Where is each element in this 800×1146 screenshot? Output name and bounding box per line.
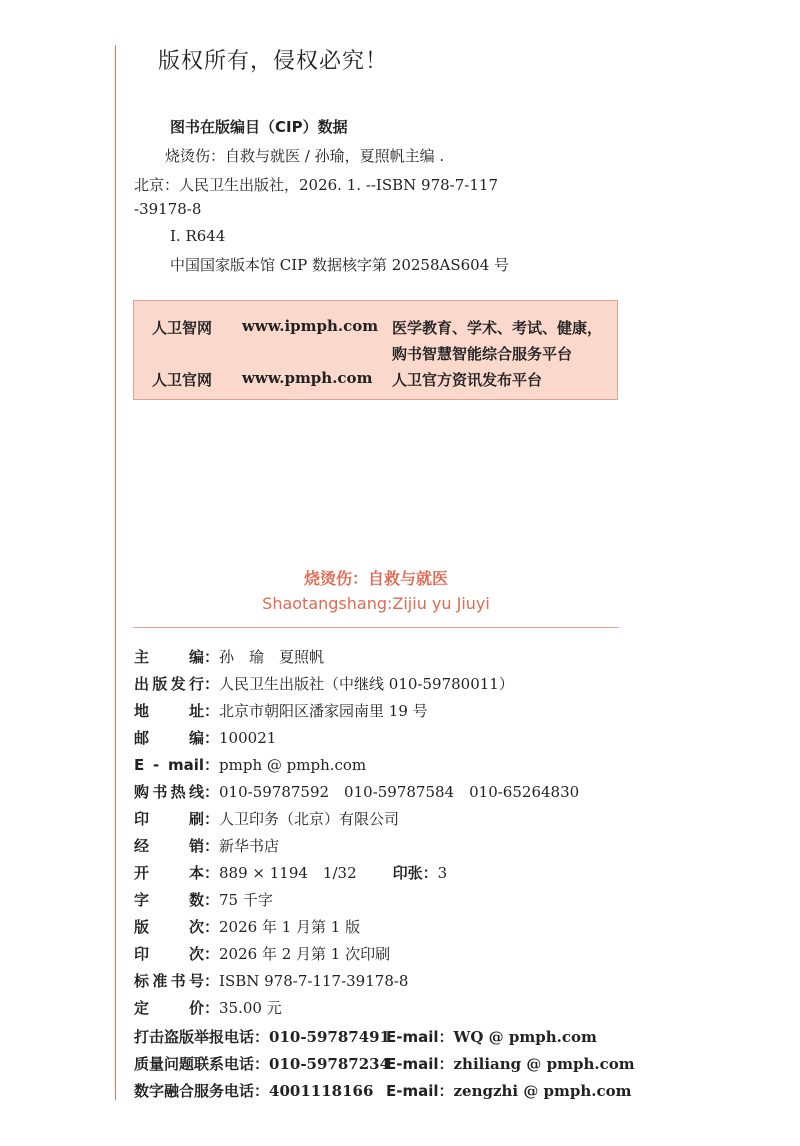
contact-email-label: E-mail： <box>386 1082 454 1100</box>
cip-heading: 图书在版编目（CIP）数据 <box>170 118 348 136</box>
platform-desc-row <box>392 369 542 390</box>
info-label: 经销 <box>134 837 204 855</box>
platform-desc: 人卫官方资讯发布平台 <box>392 371 543 389</box>
platform-row <box>152 369 212 390</box>
info-value: 北京市朝阳区潘家园南里 19 号 <box>219 702 428 720</box>
book-title-chinese: 烧烫伤：自救与就医 <box>303 569 448 588</box>
contact-number: 010-59787234 <box>269 1055 391 1073</box>
info-label: 印刷 <box>134 810 204 828</box>
copyright-notice: 版权所有，侵权必究！ <box>158 49 389 74</box>
contact-email-label: E-mail： <box>386 1055 454 1073</box>
info-row-printing: 印次：2026 年 2 月第 1 次印刷 <box>134 945 391 963</box>
platform-desc2-row <box>392 343 572 364</box>
info-row-printer: 印刷：人卫印务（北京）有限公司 <box>134 810 400 828</box>
info-label: 地址 <box>134 702 204 720</box>
cip-line-4: Ⅰ. R644 <box>170 227 226 245</box>
platform-desc-2: 购书智慧智能综合服务平台 <box>392 345 573 363</box>
cip-line-5: 中国国家版本馆 CIP 数据核字第 20258AS604 号 <box>170 256 510 274</box>
platform-row <box>152 317 212 338</box>
book-title-pinyin: Shaotangshang:Zijiu yu Jiuyi <box>262 594 490 613</box>
info-label: 购书热线 <box>134 783 204 801</box>
info-row-postcode: 邮编：100021 <box>134 729 277 747</box>
contact-label: 质量问题联系电话： <box>134 1055 270 1073</box>
platform-desc: 医学教育、学术、考试、健康， <box>392 319 603 337</box>
info-label: 标准书号 <box>134 972 204 990</box>
info-value: 35.00 元 <box>219 999 282 1017</box>
info-row-email: E - mail：pmph @ pmph.com <box>134 756 367 774</box>
info-label: 开本 <box>134 864 204 882</box>
cip-line-2: 北京：人民卫生出版社，2026. 1. --ISBN 978-7-117 <box>134 176 498 194</box>
info-label: 邮编 <box>134 729 204 747</box>
info-value: 100021 <box>219 729 277 747</box>
platform-name: 人卫官网 <box>152 371 213 389</box>
info-label: E - mail <box>134 756 204 774</box>
info-value: 2026 年 2 月第 1 次印刷 <box>219 945 391 963</box>
info-value: 889 × 1194 1/32 <box>219 864 357 882</box>
info-row-hotline: 购书热线：010-59787592 010-59787584 010-65264830 <box>134 783 580 801</box>
info-label: 主编 <box>134 648 204 666</box>
contact-row-digital <box>134 1080 632 1101</box>
info-value: ISBN 978-7-117-39178-8 <box>219 972 409 990</box>
platform-info-box <box>133 300 618 400</box>
contact-number: 010-59787491 <box>269 1028 391 1046</box>
cip-line-3: -39178-8 <box>134 200 202 218</box>
contact-email-link[interactable]: zhiliang @ pmph.com <box>453 1055 635 1073</box>
info-value: 人卫印务（北京）有限公司 <box>219 810 400 828</box>
platform-desc-row <box>392 317 602 338</box>
info-extra-label: 印张 <box>392 864 423 882</box>
platform-url-link[interactable]: www.ipmph.com <box>242 317 379 335</box>
info-value: 2026 年 1 月第 1 版 <box>219 918 361 936</box>
info-row-isbn: 标准书号：ISBN 978-7-117-39178-8 <box>134 972 409 990</box>
info-label: 印次 <box>134 945 204 963</box>
contact-row-piracy <box>134 1026 597 1047</box>
info-row-editor: 主编：孙 瑜 夏照帆 <box>134 648 325 666</box>
info-row-format: 开本：889 × 1194 1/32 印张：3 <box>134 864 448 882</box>
info-value: 新华书店 <box>219 837 280 855</box>
info-label: 出版发行 <box>134 675 204 693</box>
platform-url-link[interactable]: www.pmph.com <box>242 369 373 387</box>
info-value: pmph @ pmph.com <box>219 756 367 774</box>
contact-email-link[interactable]: WQ @ pmph.com <box>453 1028 597 1046</box>
contact-label: 打击盗版举报电话： <box>134 1028 270 1046</box>
cip-line-1: 烧烫伤：自救与就医 / 孙瑜，夏照帆主编 . <box>165 147 445 165</box>
info-label: 定价 <box>134 999 204 1017</box>
contact-email-label: E-mail： <box>386 1028 454 1046</box>
platform-url-row <box>242 369 372 387</box>
info-row-distributor: 经销：新华书店 <box>134 837 280 855</box>
info-row-edition: 版次：2026 年 1 月第 1 版 <box>134 918 361 936</box>
info-value: 人民卫生出版社（中继线 010-59780011） <box>219 675 514 693</box>
contact-label: 数字融合服务电话： <box>134 1082 270 1100</box>
info-row-price: 定价：35.00 元 <box>134 999 282 1017</box>
info-row-address: 地址：北京市朝阳区潘家园南里 19 号 <box>134 702 428 720</box>
platform-name: 人卫智网 <box>152 319 213 337</box>
info-row-wordcount: 字数：75 千字 <box>134 891 273 909</box>
info-value: 010-59787592 010-59787584 010-65264830 <box>219 783 580 801</box>
info-value: 孙 瑜 夏照帆 <box>219 648 325 666</box>
info-label: 版次 <box>134 918 204 936</box>
info-row-publisher: 出版发行：人民卫生出版社（中继线 010-59780011） <box>134 675 514 693</box>
contact-email-link[interactable]: zengzhi @ pmph.com <box>453 1082 632 1100</box>
title-divider <box>133 627 619 628</box>
platform-url-row <box>242 317 378 335</box>
contact-row-quality <box>134 1053 635 1074</box>
info-value: 75 千字 <box>219 891 273 909</box>
info-label: 字数 <box>134 891 204 909</box>
contact-number: 4001118166 <box>269 1082 374 1100</box>
info-extra-value: 3 <box>437 864 448 882</box>
